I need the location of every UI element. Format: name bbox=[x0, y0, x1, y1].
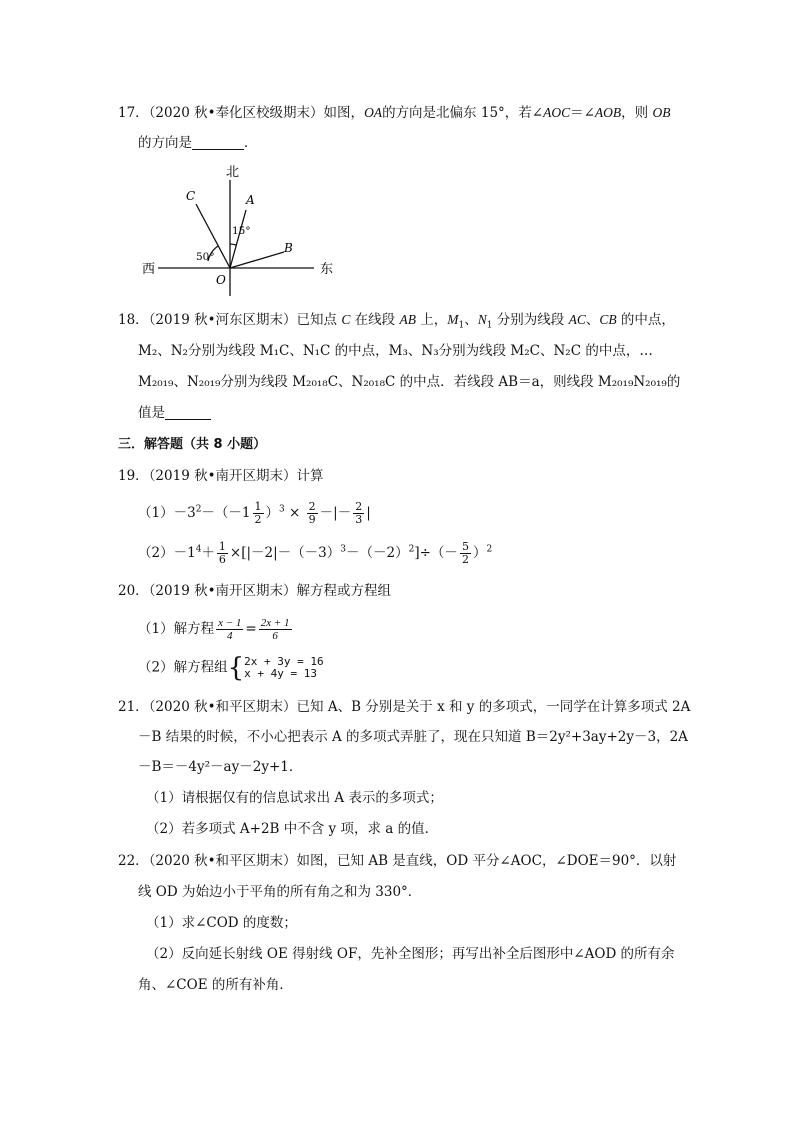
q18-l1-h: 分别为线段 bbox=[492, 312, 569, 328]
q19-p2-frac1-den: 6 bbox=[218, 553, 226, 566]
fraction bbox=[253, 501, 264, 526]
q18-l1-e-sub: 1 bbox=[458, 320, 465, 331]
q18-source: （2019 秋•河东区期末）已知点 bbox=[148, 312, 342, 328]
q19-p2-sup3: 2 bbox=[408, 544, 415, 555]
q19-p1-frac3-num: 2 bbox=[355, 500, 363, 513]
equation-system bbox=[244, 656, 323, 680]
question-number: 19． bbox=[118, 468, 149, 484]
angle-15-arc bbox=[230, 244, 236, 245]
label-west: 西 bbox=[142, 262, 156, 277]
system-brace: { bbox=[227, 653, 245, 683]
q18-l1-j: 、 bbox=[585, 312, 600, 328]
q21-line1 bbox=[118, 697, 690, 717]
q19-p2-frac2-num: 5 bbox=[461, 540, 469, 553]
q17-figure bbox=[136, 160, 346, 300]
q18-l1-g: N bbox=[477, 312, 487, 327]
q18-line2-text: M₂、N₂分别为线段 M₁C、N₁C 的中点，M₃、N₃分别为线段 M₂C、N₂C 的中点，… bbox=[138, 343, 653, 359]
q18-l1-d: 上， bbox=[415, 312, 448, 328]
q19-p1-sup2: 3 bbox=[279, 504, 285, 515]
q20-part2 bbox=[138, 655, 324, 681]
q21-part1: （1）请根据仅有的信息试求出 A 表示的多项式； bbox=[146, 790, 443, 806]
question-number: 17． bbox=[118, 105, 149, 121]
q20-p1-frac2-num: 2x + 1 bbox=[260, 617, 290, 629]
q21-line3: －B＝－4y²－ay－2y+1． bbox=[138, 759, 303, 775]
question-number: 22． bbox=[118, 853, 149, 869]
q18-l1-k: CB bbox=[599, 312, 617, 327]
q20-p1-frac2-den: 6 bbox=[272, 630, 278, 642]
q18-l1-b: 在线段 bbox=[350, 312, 400, 328]
q19-p1-c: ） bbox=[265, 505, 280, 521]
q19-p2-sup: 4 bbox=[195, 544, 202, 555]
q17-line2-text: 的方向是 bbox=[138, 135, 192, 151]
q22-line2: 线 OD 为始边小于平角的所有角之和为 330°． bbox=[138, 884, 422, 900]
q17-source: （2020 秋•奉化区校级期末）如图， bbox=[148, 105, 365, 121]
question-number: 20． bbox=[118, 583, 149, 599]
label-angle-15: 15° bbox=[232, 225, 251, 237]
fraction bbox=[216, 617, 243, 642]
q19-p2-sup2: 3 bbox=[340, 544, 347, 555]
q17-text1: 的方向是北偏东 15°，若∠ bbox=[382, 105, 544, 121]
q19-part1 bbox=[138, 501, 371, 526]
section-title: 三．解答题（共 8 小题） bbox=[118, 437, 267, 452]
q19-p2-e: ]÷（－ bbox=[414, 545, 458, 561]
q18-line3 bbox=[138, 372, 680, 392]
ray-ob bbox=[230, 252, 284, 268]
fraction bbox=[460, 541, 471, 566]
q19-p2-sup4: 2 bbox=[486, 544, 493, 555]
q21-line1-text: （2020 秋•和平区期末）已知 A、B 分别是关于 x 和 y 的多项式，一同学在计算多项式 2A bbox=[148, 699, 691, 715]
label-c: C bbox=[186, 189, 196, 203]
ray-oa bbox=[230, 210, 246, 268]
q17-text2: ，则 bbox=[621, 105, 653, 121]
q18-l1-a: C bbox=[341, 312, 351, 327]
q19-p1-frac1-num: 1 bbox=[254, 500, 262, 513]
q19-p1-frac2-num: 2 bbox=[308, 500, 316, 513]
label-east: 东 bbox=[320, 262, 334, 277]
label-o: O bbox=[216, 273, 226, 287]
q17-line2 bbox=[138, 133, 258, 153]
q19-part2 bbox=[138, 541, 492, 566]
q19-p1-a: －3 bbox=[173, 505, 196, 521]
q20-p2-eq2: x + 4y = 13 bbox=[244, 667, 317, 680]
q18-line4 bbox=[138, 403, 211, 423]
q20-p2-eq1: 2x + 3y = 16 bbox=[244, 655, 324, 668]
answer-blank bbox=[165, 405, 211, 420]
q17-oa: OA bbox=[364, 105, 383, 120]
q20-part1 bbox=[138, 617, 294, 642]
q19-p2-f: ） bbox=[472, 545, 487, 561]
q19-p1-d: × bbox=[284, 505, 305, 521]
q18-line4-text: 值是 bbox=[138, 405, 165, 421]
q18-line2 bbox=[138, 341, 653, 361]
q20-p2-label: （2）解方程组 bbox=[138, 659, 228, 676]
q19-source: （2019 秋•南开区期末）计算 bbox=[148, 468, 324, 484]
question-number: 18． bbox=[118, 312, 149, 328]
q19-p1-f: | bbox=[366, 505, 371, 521]
q19-p1-frac1-den: 2 bbox=[254, 513, 262, 526]
q19-p1-frac3-den: 3 bbox=[355, 513, 363, 526]
q22-line1 bbox=[118, 851, 676, 871]
q20-line1 bbox=[118, 581, 391, 601]
q18-line3-text: M₂₀₁₉、N₂₀₁₉分别为线段 M₂₀₁₈C、N₂₀₁₈C 的中点．若线段 AB＝a，则线段 M₂₀₁₉N₂₀₁₉的 bbox=[138, 374, 681, 390]
label-angle-50: 50° bbox=[196, 251, 215, 263]
fraction bbox=[353, 501, 364, 526]
q18-l1-l: 的中点， bbox=[616, 312, 675, 328]
q19-p2-d: －（－2） bbox=[346, 545, 409, 561]
q22-part2: （2）反向延长射线 OE 得射线 OF，先补全图形；再写出补全后图形中∠AOD 的所有余 bbox=[146, 946, 675, 962]
q20-p1-frac1-den: 4 bbox=[227, 630, 233, 642]
q22-line1-text: （2020 秋•和平区期末）如图，已知 AB 是直线，OD 平分∠AOC，∠DOE＝90°．以射 bbox=[148, 853, 677, 869]
q20-source: （2019 秋•南开区期末）解方程或方程组 bbox=[148, 583, 392, 599]
q19-line1 bbox=[118, 466, 324, 486]
q20-p1-frac1-num: x − 1 bbox=[218, 617, 242, 629]
q18-l1-e: M bbox=[447, 312, 459, 327]
q19-p1-e: －|－ bbox=[319, 505, 352, 521]
q19-p2-b: ＋ bbox=[201, 545, 215, 561]
fraction bbox=[307, 501, 318, 526]
q19-p2-c: ×[|－2|－（－3） bbox=[229, 545, 341, 561]
q18-l1-g-sub: 1 bbox=[486, 320, 493, 331]
q22-part2-cont: 角、∠COE 的所有补角． bbox=[138, 977, 293, 993]
fraction bbox=[217, 541, 228, 566]
q19-p1-frac2-den: 9 bbox=[308, 513, 316, 526]
q17-ob: OB bbox=[652, 105, 671, 120]
label-b: B bbox=[284, 241, 293, 255]
answer-blank bbox=[192, 135, 244, 150]
q19-p2-a: －1 bbox=[173, 545, 196, 561]
label-a: A bbox=[246, 193, 255, 207]
q17-aob: AOB bbox=[594, 105, 622, 120]
q17-eq: ＝∠ bbox=[570, 105, 595, 121]
q19-p2-label: （2） bbox=[138, 545, 174, 561]
fraction bbox=[259, 617, 292, 642]
q18-l1-i: AC bbox=[568, 312, 586, 327]
q18-line1 bbox=[118, 310, 675, 330]
q19-p2-frac2-den: 2 bbox=[461, 553, 469, 566]
q19-p1-label: （1） bbox=[138, 505, 174, 521]
q19-p1-b: －（－1 bbox=[201, 505, 251, 521]
q18-l1-f: 、 bbox=[464, 312, 478, 328]
q22-part1: （1）求∠COD 的度数； bbox=[146, 915, 297, 931]
q21-line2: －B 结果的时候，不小心把表示 A 的多项式弄脏了，现在只知道 B＝2y²+3ay+2y－3，2A bbox=[138, 729, 688, 745]
q17-line1 bbox=[118, 103, 670, 123]
question-number: 21． bbox=[118, 699, 149, 715]
q21-part2: （2）若多项式 A+2B 中不含 y 项，求 a 的值． bbox=[146, 821, 439, 837]
q20-p1-eq: = bbox=[245, 621, 257, 637]
q20-p1-label: （1）解方程 bbox=[138, 621, 215, 637]
q19-p2-frac1-num: 1 bbox=[218, 540, 226, 553]
q17-end: ． bbox=[244, 135, 258, 151]
label-north: 北 bbox=[226, 165, 240, 180]
q17-aoc: AOC bbox=[543, 105, 571, 120]
q19-p1-sup: 2 bbox=[195, 504, 202, 515]
q18-l1-c: AB bbox=[399, 312, 416, 327]
